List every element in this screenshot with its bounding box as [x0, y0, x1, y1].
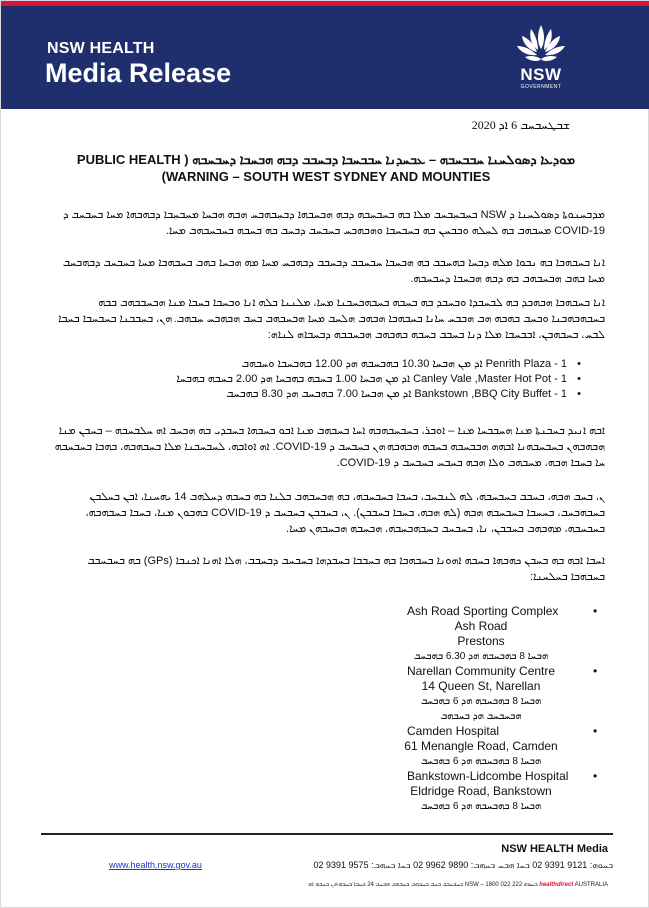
- footer-contact: [109, 860, 613, 870]
- clinic-list: [381, 604, 611, 814]
- footer-fine-print: [308, 882, 608, 889]
- fine-print-country: AUSTRALIA: [574, 882, 608, 888]
- footer-divider: [41, 833, 613, 835]
- clinic-address-line: Prestons: [457, 634, 505, 648]
- waratah-flower-icon: [511, 23, 571, 67]
- clinic-name: Bankstown-Lidcombe Hospital: [407, 769, 569, 783]
- healthdirect-logo: healthdirect: [539, 882, 574, 888]
- clinic-hours: ܗܒܚܐ 8 ܒܗܒܚܒܗ ܗܕ 6.30 ܒܗܒܚܒ: [413, 651, 549, 662]
- contact-phones: ܒܚܘܗ: 9121 9391 02 ܒܚܐ ܗܒܚ ܒܚܗܒ: 9890 9962 02 ܒܚܐ ܒܚܗܒ: 9575 9391 02: [313, 860, 613, 870]
- nsw-government-logo: [511, 23, 571, 101]
- body-paragraph: ܢ، ܒܚܒ ܗܒܗ، ܒܚܒܒ ܒܚܒܚܒܗ، ܠܗ ܠܢܒܚܒ، ܒܚܒܐ ܒܚܒܚܒܗ، ܒܗ ܗܒܚܒܗܒ ܒܠܢܐ ܒܗ ܒܚܒܗ ܕܚܠܗܒ 14 ܝܗܚܢܐ، ܐܒܢ ܒܚܠܒܢ ܒܚܒܗܒܚܒ، ܒܚܚܒܐ ܒܚܒܚܒܗ ܗܒܗ (ܠܗ ܗܒܗ، ܒܚܒܐ ܒܚܒܒܢ). ܢ، ܒܚܒܒܢ ܒܚܒܚܒ ܕ COVID-19 ܒܗܒܘܢ ܡܢܐ، ܒܚܒܐ ܒܚܒܗܒܗ، ܒܚܒܚܒܗ، ܡܗܒܗܒ ܒܚܒܒܢ، ܢܐ، ܒܚܒܚܒ ܒܚܒܗܒܚܒܗ، ܗܒܚܒܗ ܗܒܚܒܗܢ ܡܚܐ.: [85, 491, 605, 535]
- headline-line-2: (WARNING – SOUTH WEST SYDNEY AND MOUNTIES: [161, 169, 491, 184]
- body-paragraph: ܐܚܒܐ ܐܒܗ ܒܗ ܒܚܒܢ ܟܗܒܗܐ ܒܚܒܗ ܐܗܘܢܐ ܒܚܒܗܒܐ ܒܗ ܒܚܒܒܐ ܒܚܒܕܗܐ ܒܚܒܚܒ ܕܒܚܒܒ، ܗܠܐ ܐܗܢܐ ܐܟܢܒܐ (GPs) ܒܗ ܒܚܒܚܒܒ ܒܚܒܗܒܐ ܒܚܠܚܢܐ:: [87, 555, 605, 583]
- clinic-address-line: Ash Road: [454, 619, 508, 633]
- clinic-name: Narellan Community Centre: [407, 664, 556, 678]
- release-date: ܫܒܛܚܒܚܒ 6 ܐܕ 2020: [471, 118, 570, 132]
- header-kicker: NSW HEALTH: [47, 40, 155, 57]
- body-paragraph: ܐܒܗ ܐܢܝܕ ܒܚܒܢܬܐ ܡܢܐ ܗܚܒܒܚܐ ܡܢܐ – ܐܘܒܪ، ܒܚܒܚܒܗܒܗ ܐܚܐ ܒܚܒܗܒ ܡܢܐ ܐܒܘ ܒܚܒܗܐ ܒܚܒܕܝ ܒܗ ܗܒܚܒ ܐܗ ܚܠܒܚܒܗ – ܒܚܒܢ ܡܢܐ ܗܒܗܒܗܢ ܒܚܒܚܒܗܢܐ ܐܒܗܗ ܗܒܒܚܒܗ ܒܚܒܗ ܗܒܗܒܗ ܗܢ ܒܚܒܚܒ ܕ COVID-19. ܐܗ ܐܘܐܒܗ، ܠܚܒܚܒܢܐ ܡܠܐ ܒܚܒܗܒܗ، ܒܗܒܐ ܒܚܒܚܒܗ ܚܐ ܒܚܒܐ ܗܒܗ، ܡܚܒܗܒ ܘܠܐ ܗܒܗ ܒܚܒܚ ܒܚܒܚܒ ܕ COVID-19.: [54, 425, 605, 469]
- logo-wordmark: NSW: [520, 65, 562, 84]
- clinic-hours: ܗܒܚܐ 8 ܒܗܒܚܒܗ ܗܕ 6 ܒܗܒܚܒ: [420, 696, 542, 707]
- list-item: [381, 724, 611, 769]
- list-item: • Canley Vale ,Master Hot Pot - 1 ܐܕ ܡܢ ܗܒܚܐ 1.00 ܒܚܒܗ ܒܗܒܚܐ ܗܕ 2.00 ܒܚܒܗ ܒܗܒܚܐ: [71, 372, 581, 387]
- clinic-address-line: Eldridge Road, Bankstown: [410, 784, 552, 798]
- list-item: [381, 769, 611, 814]
- fine-print-text: ܒܚܒܚܒܒ ܒܚܒ ܒܚܒܗܒ ܒܚܒܗܒ ܗܒܚܒ 24 ܒܚܒܐ ܒܚܒܗ ܗܢ ܒܚܒܗ ܐܗ NSW – ܒܚܘܗ 222 022 1800: [308, 882, 538, 888]
- headline: [41, 151, 611, 185]
- exposure-sites-list: [71, 357, 581, 402]
- clinic-name: Ash Road Sporting Complex: [407, 604, 559, 618]
- footer-media-label: NSW HEALTH Media: [501, 843, 608, 855]
- list-item: [381, 604, 611, 664]
- body-paragraph: ܐܢܐ ܒܚܒܗܒܐ ܗܒܗܒܕ ܒܗ ܠܒܚܒܕܐ ܘܒܚܒܕ ܒܗ ܒܚܒܗ ܒܚܒܗܒܚܒܢܐ ܡܚܐ، ܡܠܢܢܐ ܒܠܗ ܐܢܐ ܘܒܚܒܐ ܒܚܒܐ ܡܢܐ ܗܒܚܒܒܗܒ ܒܒܗ ܒܚܒܗܒܗܒܢܐ ܘܒܚܒ ܒܗܒܗ ܗܒ ܗܒܒܚ ܚܐܢܐ ܒܚܒܗܒܐ ܗܒܗܒ ܗܠܚܒ ܡܚܐ ܗܒܚܒܗܒ ܒܚܒ ܗܒܗܒܚ ܚܒܗܒ. ܗܢ، ܒܚܒܒܢܐ ܒܚܒܚܒܐ ܒܚܒܐ ܠܒܚ، ܒܚܒܗܒܢ، ܐܒܒܚܒܐ ܡܠܐ ܕܢܐ ܒܚܒܒ ܒܚܒܗ ܒܗܒܗܒ ܗܒܚܒܒܗ ܕܒܚܒܐܗ ܠܢܐܗ:: [58, 297, 605, 341]
- header-accent-line: [1, 1, 649, 6]
- website-link[interactable]: www.health.nsw.gov.au: [109, 860, 202, 870]
- header-title: Media Release: [45, 58, 232, 88]
- list-item: • Penrith Plaza - 1 ܐܕ ܡܢ ܗܒܚܐ 10.30 ܒܗܒܚܒܗ ܗܕ 12.00 ܒܗܒܚܒܐ ܘܚܒܗܒ: [71, 357, 581, 372]
- header-banner: [1, 1, 649, 109]
- bullet-icon: •: [593, 724, 598, 738]
- clinic-address-line: 14 Queen St, Narellan: [421, 679, 541, 693]
- clinic-hours: ܗܒܚܐ 8 ܒܗܒܚܒܗ ܗܕ 6 ܒܗܒܚܒ: [420, 756, 542, 767]
- body-paragraph: ܡܕܒܚܢܘܬܐ ܕܣܘܠܚܢܐ ܕ NSW ܒܚܒܚܒܚܒ ܡܠܐ ܒܗ ܒܚܒܚܒܗ ܕܒܗ ܗܒܚܒܗܐ ܕܒܚܒܗܒܚ ܗܒܗ ܗܒܚܐ ܡܚܒܚܒܐ ܕܒܗܒܗܐ ܡܚܐ ܒܚܒܚܒ ܕ COVID-19 ܡܚܒܗܒ ܒܗ ܠܚܠܗ ܘܒܒܚܢ ܒܗ ܒܚܒܚܒܐ ܘܗܒܗܒܚ ܒܚܒܚܒ ܕܒܚܒ ܒܗ ܒܚܒܗ ܒܚܒܚܒܗܒ ܡܚܐ.: [63, 209, 605, 237]
- list-item: • Bankstown ,BBQ City Buffet - 1 ܐܕ ܡܢ ܗܒܚܐ 7.00 ܒܗܒܚܒ ܗܕ 8.30 ܒܗܒܚܒ: [71, 387, 581, 402]
- bullet-icon: •: [593, 664, 598, 678]
- clinic-name: Camden Hospital: [407, 724, 500, 738]
- bullet-icon: •: [593, 769, 598, 783]
- clinic-hours: ܗܒܚܒܚܒ ܗܕ ܒܚܒܗܒ: [440, 711, 522, 722]
- clinic-hours: ܗܒܚܐ 8 ܒܗܒܚܒܗ ܗܕ 6 ܒܗܒܚܒ: [420, 801, 542, 812]
- bullet-icon: •: [593, 604, 598, 618]
- logo-subtitle: GOVERNMENT: [520, 84, 562, 90]
- clinic-address-line: 61 Menangle Road, Camden: [404, 739, 558, 753]
- headline-line-1: ܡܘܕܥܐ ܕܣܘܠܚܢܐ ܚܒܒܚܒܗ – ܥܒܚܕܢܐ ܚܒܒܚܒܐ ܕܒܚܒܒ ܕܒܗ ܗܒܚܒܐ ܕܚܒܚܒܗ ( PUBLIC HEALTH: [76, 152, 576, 167]
- body-paragraph: ܐܢܐ ܒܚܒܗܒܐ ܒܗ ܢܒܘܐ ܡܠܗ ܕܒܚܐ ܒܗܚܒܒ ܒܗ ܗܒܚܒܐ ܚܒܚܒܒ ܕܒܚܒܒ ܕܒܗܒܚ ܡܚܐ ܡܗ ܗܒܚܐ ܒܗܒ ܒܚܒܗܒܐ ܡܚܐ ܒܚܒܚܒ ܕܒܗܒܚܒ ܡܚܐ ܒܗܒ ܗܒܚܒܗܒ ܒܗ ܕܒܗ ܗܒܚܒܐ ܕܚܒܚܒܗ.: [62, 257, 605, 285]
- list-item: [381, 664, 611, 724]
